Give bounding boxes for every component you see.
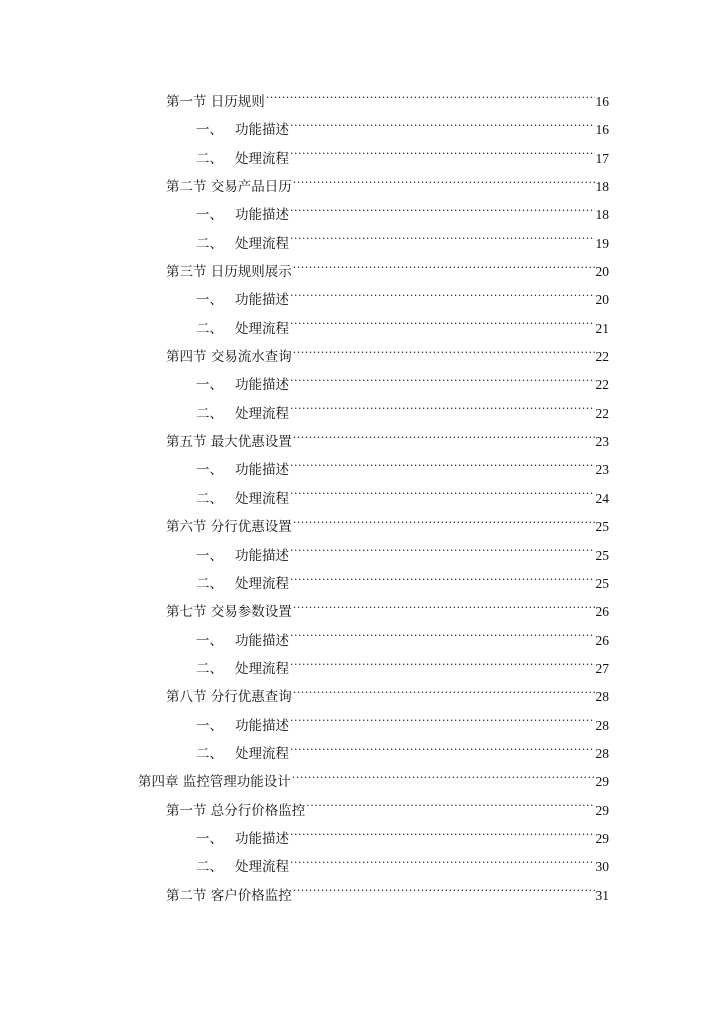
toc-page-number: 22 [595,405,609,421]
toc-entry-text: 处理流程 [235,235,289,252]
toc-entry-item[interactable] [0,145,720,173]
toc-entry-item[interactable] [0,740,720,768]
toc-entry-text: 处理流程 [235,745,289,762]
toc-entry-marker: 二、 [196,859,223,876]
toc-page-number: 18 [595,179,609,195]
toc-entry-text: 功能描述 [235,377,289,394]
toc-entry-text: 第五节 最大优惠设置 [166,434,292,451]
toc-page-number: 17 [595,150,609,166]
toc-entry-marker: 二、 [196,150,223,167]
toc-entry-text: 处理流程 [235,405,289,422]
toc-dot-leader [290,546,595,560]
toc-entry-label [196,201,289,229]
toc-page-number: 20 [595,264,609,280]
toc-entry-section[interactable] [0,428,720,456]
toc-entry-label [196,655,289,683]
toc-dot-leader [290,716,595,730]
toc-dot-leader [290,659,595,673]
toc-entry-label [196,315,289,343]
toc-entry-item[interactable] [0,371,720,399]
toc-entry-item[interactable] [0,116,720,144]
toc-dot-leader [293,348,595,362]
toc-entry-item[interactable] [0,286,720,314]
toc-entry-item[interactable] [0,485,720,513]
toc-entry-text: 处理流程 [235,150,289,167]
toc-dot-leader [290,744,595,758]
toc-entry-label [166,797,305,825]
toc-entry-text: 功能描述 [235,547,289,564]
toc-entry-text: 功能描述 [235,122,289,139]
toc-entry-section[interactable] [0,797,720,825]
toc-entry-item[interactable] [0,825,720,853]
toc-page-number: 23 [595,462,609,478]
toc-dot-leader [293,433,595,447]
toc-entry-label [166,428,292,456]
toc-entry-label [196,456,289,484]
toc-dot-leader [266,93,595,107]
toc-entry-label [166,882,292,910]
toc-entry-item[interactable] [0,712,720,740]
toc-dot-leader [306,801,594,815]
toc-entry-text: 第四章 监控管理功能设计 [138,774,291,791]
toc-page-number: 29 [595,774,609,790]
toc-entry-section[interactable] [0,343,720,371]
toc-entry-text: 功能描述 [235,292,289,309]
toc-dot-leader [290,206,595,220]
toc-page-number: 16 [595,94,609,109]
toc-page-number: 24 [595,490,609,506]
toc-page-number: 28 [595,717,609,733]
toc-entry-marker: 二、 [196,320,223,337]
toc-entry-section[interactable] [0,88,720,116]
toc-entry-label [196,825,289,853]
toc-entry-label [196,740,289,768]
toc-entry-label [196,371,289,399]
toc-entry-text: 第二节 客户价格监控 [166,887,292,904]
toc-dot-leader [290,404,595,418]
toc-page-number: 19 [595,235,609,251]
toc-page-number: 29 [595,830,609,846]
toc-dot-leader [293,688,595,702]
toc-dot-leader [293,603,595,617]
toc-page-number: 28 [595,745,609,761]
toc-entry-item[interactable] [0,400,720,428]
toc-entry-section[interactable] [0,882,720,910]
toc-entry-label [166,88,265,116]
toc-entry-marker: 二、 [196,745,223,762]
toc-page-number: 25 [595,519,609,535]
toc-page-number: 22 [595,349,609,365]
toc-entry-label [196,853,289,881]
toc-dot-leader [290,376,595,390]
toc-dot-leader [293,263,595,277]
toc-dot-leader [293,518,595,532]
toc-entry-text: 第二节 交易产品日历 [166,179,292,196]
toc-entry-label [166,513,292,541]
toc-dot-leader [292,773,595,787]
toc-entry-text: 功能描述 [235,207,289,224]
toc-dot-leader [293,178,595,192]
toc-page-number: 25 [595,575,609,591]
toc-entry-text: 第一节 总分行价格监控 [166,802,306,819]
toc-entry-marker: 一、 [196,207,223,224]
toc-dot-leader [290,234,595,248]
toc-entry-item[interactable] [0,542,720,570]
toc-entry-label [166,683,292,711]
table-of-contents [0,88,720,910]
toc-entry-item[interactable] [0,456,720,484]
toc-entry-text: 处理流程 [235,490,289,507]
toc-entry-item[interactable] [0,627,720,655]
toc-entry-item[interactable] [0,230,720,258]
toc-dot-leader [290,574,595,588]
toc-entry-label [166,173,292,201]
toc-entry-label [196,286,289,314]
toc-entry-label [196,712,289,740]
toc-entry-section[interactable] [0,598,720,626]
toc-entry-label [196,542,289,570]
toc-entry-text: 处理流程 [235,660,289,677]
toc-entry-marker: 一、 [196,547,223,564]
toc-dot-leader [290,121,595,135]
toc-dot-leader [290,858,595,872]
toc-page-number: 18 [595,207,609,223]
toc-entry-text: 处理流程 [235,859,289,876]
toc-dot-leader [290,149,595,163]
toc-page-number: 29 [595,802,609,818]
toc-entry-label [166,598,292,626]
toc-entry-section[interactable] [0,173,720,201]
toc-entry-text: 第八节 分行优惠查询 [166,689,292,706]
toc-dot-leader [290,291,595,305]
toc-entry-label [166,343,292,371]
toc-entry-text: 功能描述 [235,717,289,734]
toc-page-number: 16 [595,122,609,138]
toc-entry-text: 第四节 交易流水查询 [166,349,292,366]
toc-entry-text: 处理流程 [235,320,289,337]
toc-entry-label [166,258,292,286]
toc-dot-leader [290,461,595,475]
toc-dot-leader [290,319,595,333]
toc-entry-item[interactable] [0,201,720,229]
toc-page-number: 26 [595,604,609,620]
toc-entry-marker: 一、 [196,377,223,394]
toc-entry-text: 第七节 交易参数设置 [166,604,292,621]
toc-page-number: 22 [595,377,609,393]
toc-entry-marker: 一、 [196,462,223,479]
toc-entry-marker: 二、 [196,575,223,592]
toc-entry-section[interactable] [0,258,720,286]
toc-dot-leader [290,829,595,843]
toc-entry-item[interactable] [0,570,720,598]
toc-entry-chapter[interactable] [0,768,720,796]
toc-entry-label [196,570,289,598]
toc-entry-label [196,116,289,144]
toc-entry-section[interactable] [0,683,720,711]
toc-entry-label [196,145,289,173]
toc-entry-item[interactable] [0,315,720,343]
toc-entry-marker: 一、 [196,632,223,649]
toc-entry-marker: 一、 [196,122,223,139]
toc-entry-item[interactable] [0,655,720,683]
toc-entry-text: 功能描述 [235,462,289,479]
toc-entry-marker: 一、 [196,830,223,847]
toc-entry-section[interactable] [0,513,720,541]
toc-dot-leader [290,489,595,503]
toc-entry-marker: 一、 [196,717,223,734]
toc-entry-text: 处理流程 [235,575,289,592]
toc-dot-leader [293,886,595,900]
toc-page-number: 30 [595,859,609,875]
toc-entry-marker: 二、 [196,405,223,422]
toc-entry-text: 第一节 日历规则 [166,94,265,110]
toc-entry-text: 第三节 日历规则展示 [166,264,292,281]
toc-page-number: 20 [595,292,609,308]
toc-page-number: 23 [595,434,609,450]
toc-entry-marker: 二、 [196,660,223,677]
toc-entry-label [138,768,291,796]
toc-dot-leader [290,631,595,645]
toc-entry-marker: 二、 [196,235,223,252]
toc-entry-label [196,230,289,258]
toc-entry-text: 第六节 分行优惠设置 [166,519,292,536]
toc-entry-text: 功能描述 [235,632,289,649]
toc-page-number: 27 [595,660,609,676]
toc-page-number: 28 [595,689,609,705]
toc-page-number: 26 [595,632,609,648]
toc-page-number: 21 [595,320,609,336]
toc-entry-marker: 一、 [196,292,223,309]
toc-entry-label [196,485,289,513]
toc-entry-text: 功能描述 [235,830,289,847]
toc-entry-item[interactable] [0,853,720,881]
toc-page-number: 31 [595,887,609,903]
toc-page-number: 25 [595,547,609,563]
toc-entry-label [196,627,289,655]
toc-entry-label [196,400,289,428]
toc-entry-marker: 二、 [196,490,223,507]
